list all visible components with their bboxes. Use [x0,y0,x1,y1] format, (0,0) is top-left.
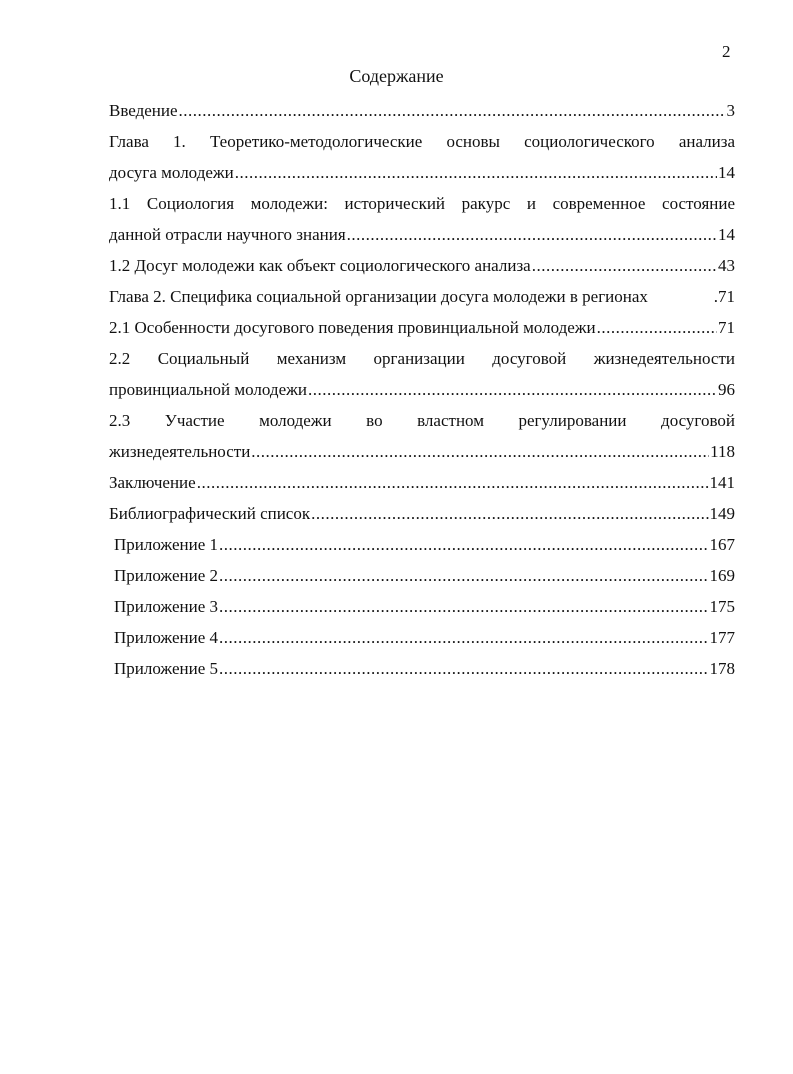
toc-entry-bibliography[interactable] [109,498,735,529]
table-of-contents [109,95,735,684]
toc-page-number: 149 [709,504,735,523]
toc-page-number: 169 [709,566,735,585]
toc-page-number: 177 [709,628,735,647]
toc-entry-title-line-2: досуга молодежи [109,163,234,182]
toc-entry-section-2-1[interactable] [109,312,735,343]
dot-leader [219,560,709,591]
toc-page-number: 167 [709,535,735,554]
toc-entry-title: Приложение 3 [114,597,218,616]
dot-leader [219,622,709,653]
toc-page-number: 14 [718,163,735,182]
toc-page-number: 3 [726,101,735,120]
toc-entry-title: Библиографический список [109,504,311,523]
toc-entry-appendix-5[interactable] [109,653,735,684]
dot-leader [311,498,708,529]
toc-page-number: 96 [718,380,735,399]
toc-entry-title-line-1: 2.3 Участие молодежи во властном регулировании досуговой [109,411,735,430]
toc-entry-title: Приложение 4 [114,628,218,647]
toc-entry-title-line-1: 1.1 Социология молодежи: исторический ракурс и современное состояние [109,194,735,213]
toc-entry-title-line-1: Глава 1. Теоретико-методологические основы социологического анализа [109,132,735,151]
dot-leader [219,529,709,560]
dot-leader [219,591,709,622]
dot-leader [597,312,717,343]
dot-leader [308,374,717,405]
toc-entry-section-1-2[interactable] [109,250,735,281]
toc-entry-intro[interactable] [109,95,735,126]
dot-leader [219,653,709,684]
toc-entry-section-2-3[interactable] [109,405,735,467]
toc-page-number: 141 [709,473,735,492]
page-title: Содержание [349,66,444,86]
toc-entry-title: 2.1 Особенности досугового поведения провинциальной молодежи [109,318,596,337]
toc-entry-title-line-1: 2.2 Социальный механизм организации досуговой жизнедеятельности [109,349,735,368]
toc-entry-title: Заключение [109,473,196,492]
toc-entry-section-2-2[interactable] [109,343,735,405]
toc-entry-chapter-2[interactable] [109,281,735,312]
toc-entry-appendix-4[interactable] [109,622,735,653]
dot-leader [197,467,709,498]
toc-page-number: 43 [718,256,735,275]
toc-entry-title: 1.2 Досуг молодежи как объект социологического анализа [109,256,531,275]
toc-entry-title-line-2: жизнедеятельности [109,442,251,461]
dot-leader [235,157,717,188]
toc-entry-title-line-2: провинциальной молодежи [109,380,307,399]
dot-leader [347,219,717,250]
toc-entry-title: Приложение 2 [114,566,218,585]
toc-page-number: .71 [713,287,735,306]
toc-entry-chapter-1[interactable] [109,126,735,188]
toc-entry-title: Приложение 1 [114,535,218,554]
toc-page-number: 14 [718,225,735,244]
toc-entry-appendix-3[interactable] [109,591,735,622]
page-number: 2 [722,42,731,61]
toc-entry-title-line-2: данной отрасли научного знания [109,225,346,244]
toc-entry-title: Введение [109,101,178,120]
dot-leader [251,436,709,467]
toc-entry-appendix-2[interactable] [109,560,735,591]
dot-leader [179,95,726,126]
dot-leader [532,250,717,281]
toc-entry-title: Приложение 5 [114,659,218,678]
toc-page-number: 175 [709,597,735,616]
toc-page-number: 71 [718,318,735,337]
toc-entry-title: Глава 2. Специфика социальной организации досуга молодежи в регионах [109,287,648,306]
toc-page-number: 118 [710,442,735,461]
toc-entry-section-1-1[interactable] [109,188,735,250]
toc-entry-appendix-1[interactable] [109,529,735,560]
toc-entry-conclusion[interactable] [109,467,735,498]
toc-page-number: 178 [709,659,735,678]
